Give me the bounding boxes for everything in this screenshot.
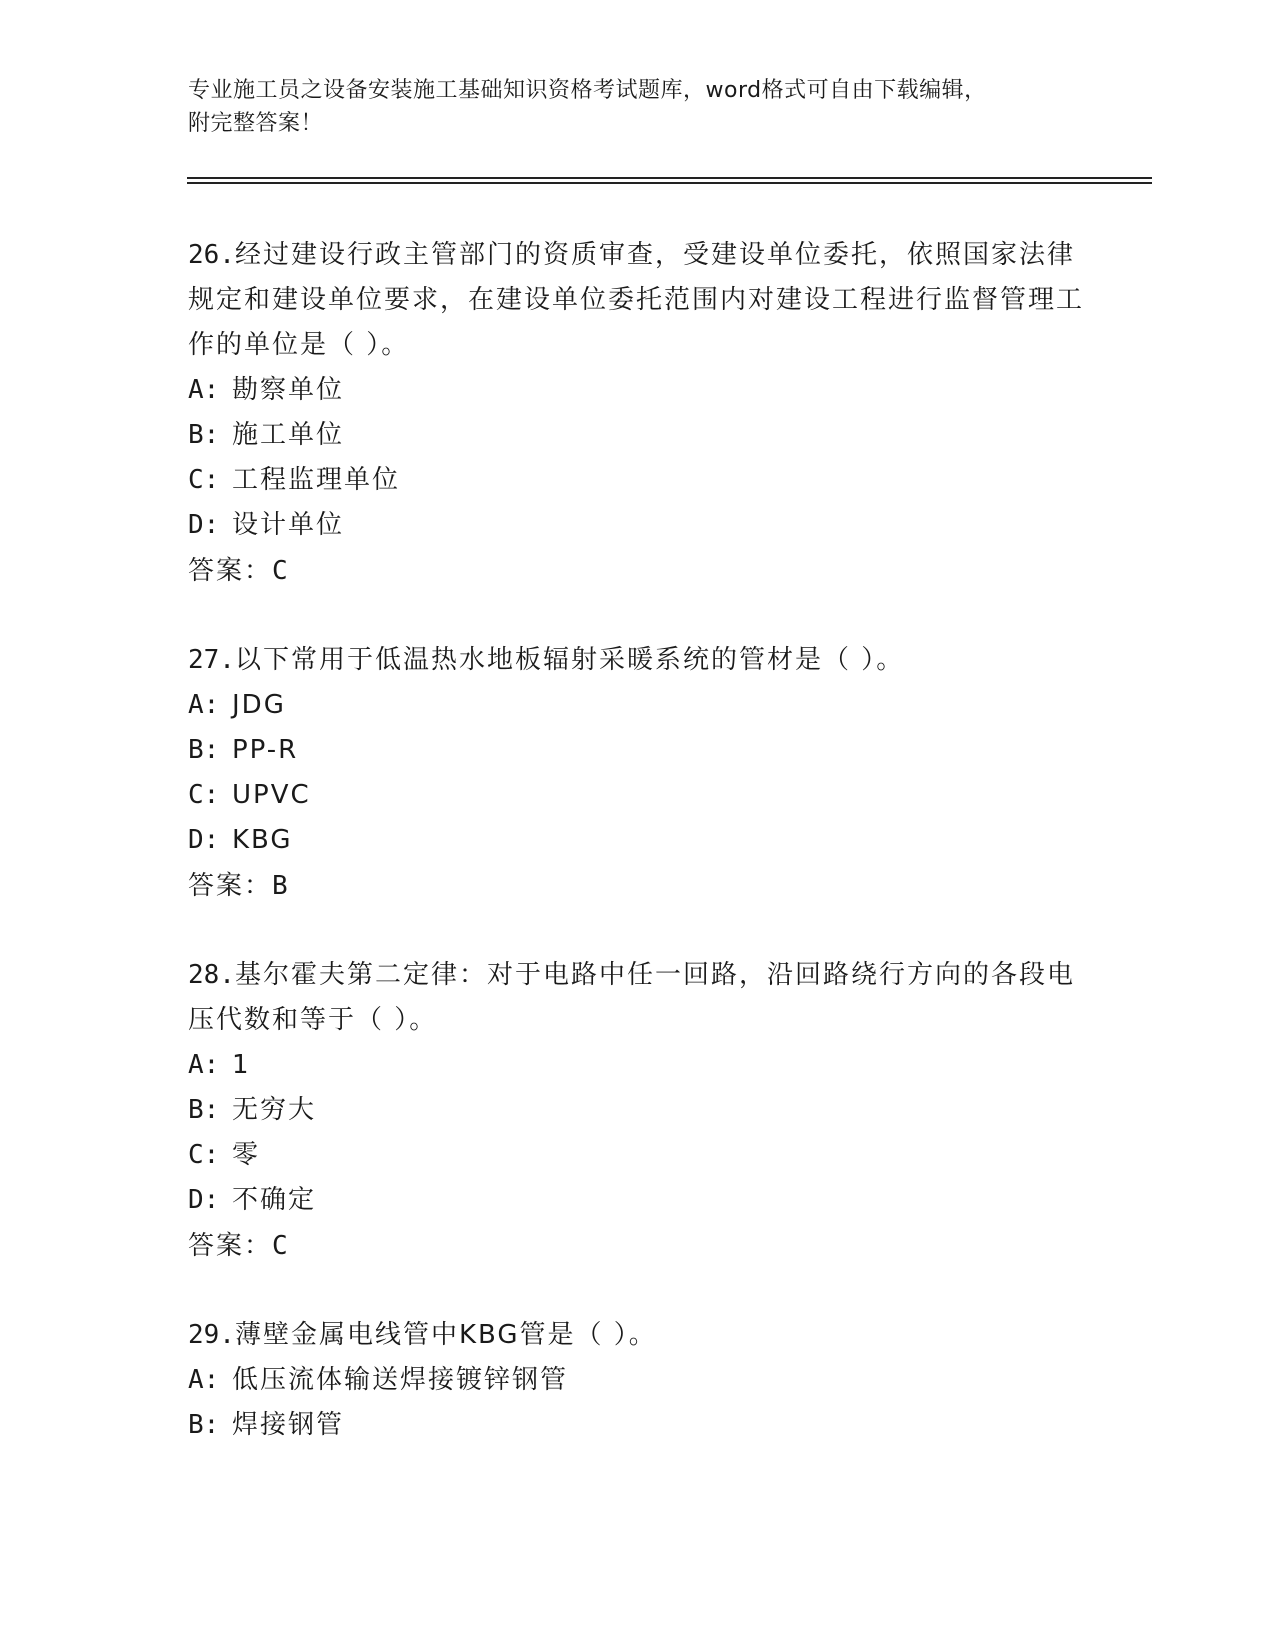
header-divider-top xyxy=(187,177,1152,179)
option-a xyxy=(188,368,1088,413)
option-text: 零 xyxy=(232,1140,261,1170)
answer-label: 答案： xyxy=(188,556,273,586)
option-text: 设计单位 xyxy=(232,510,345,540)
question-text: 以下常用于低温热水地板辐射采暖系统的管材是（ ）。 xyxy=(234,645,905,675)
answer-value: B xyxy=(272,871,288,901)
answer-label: 答案： xyxy=(188,871,273,901)
option-text: 低压流体输送焊接镀锌钢管 xyxy=(232,1365,569,1395)
option-a xyxy=(188,1358,1088,1403)
option-key: B: xyxy=(188,1095,220,1125)
answer-line xyxy=(188,863,1088,909)
answer-line xyxy=(188,1223,1088,1269)
option-key: A: xyxy=(188,1050,220,1080)
answer-value: C xyxy=(272,1231,288,1261)
option-text: PP-R xyxy=(232,735,299,765)
document-header xyxy=(188,74,1088,140)
option-c xyxy=(188,1133,1088,1178)
option-key: C: xyxy=(188,1140,220,1170)
option-c xyxy=(188,458,1088,503)
answer-line xyxy=(188,548,1088,594)
option-d xyxy=(188,818,1088,863)
option-text: 勘察单位 xyxy=(232,375,345,405)
option-key: D: xyxy=(188,510,220,540)
question-number: 26. xyxy=(188,240,235,270)
question-stem xyxy=(188,1313,1088,1358)
question-stem xyxy=(188,638,1088,683)
option-key: D: xyxy=(188,825,220,855)
question-28 xyxy=(188,953,1088,1269)
question-stem xyxy=(188,233,1088,368)
option-text: 工程监理单位 xyxy=(232,465,401,495)
header-line-2: 附完整答案！ xyxy=(188,111,324,136)
option-text: 焊接钢管 xyxy=(232,1410,345,1440)
question-number: 29. xyxy=(188,1320,235,1350)
option-key: B: xyxy=(188,735,220,765)
option-text: 施工单位 xyxy=(232,420,345,450)
option-key: C: xyxy=(188,780,220,810)
question-stem xyxy=(188,953,1088,1043)
option-b xyxy=(188,728,1088,773)
option-key: B: xyxy=(188,420,220,450)
header-line-1: 专业施工员之设备安装施工基础知识资格考试题库，word格式可自由下载编辑， xyxy=(188,78,987,103)
option-text: 1 xyxy=(232,1050,251,1080)
option-text: KBG xyxy=(232,825,293,855)
option-text: 无穷大 xyxy=(232,1095,317,1125)
option-b xyxy=(188,413,1088,458)
option-key: A: xyxy=(188,1365,220,1395)
option-key: A: xyxy=(188,690,220,720)
question-26 xyxy=(188,233,1088,594)
option-text: 不确定 xyxy=(232,1185,317,1215)
header-divider-bottom xyxy=(187,182,1152,184)
option-key: D: xyxy=(188,1185,220,1215)
question-number: 27. xyxy=(188,645,235,675)
option-b xyxy=(188,1403,1088,1448)
option-key: A: xyxy=(188,375,220,405)
question-text: 基尔霍夫第二定律：对于电路中任一回路，沿回路绕行方向的各段电压代数和等于（ ）。 xyxy=(188,960,1075,1035)
option-c xyxy=(188,773,1088,818)
question-29 xyxy=(188,1313,1088,1448)
option-text: JDG xyxy=(232,690,286,720)
option-a xyxy=(188,683,1088,728)
question-text: 薄壁金属电线管中KBG管是（ ）。 xyxy=(234,1320,657,1350)
option-d xyxy=(188,503,1088,548)
option-text: UPVC xyxy=(232,780,311,810)
option-key: B: xyxy=(188,1410,220,1440)
option-key: C: xyxy=(188,465,220,495)
question-27 xyxy=(188,638,1088,909)
option-a xyxy=(188,1043,1088,1088)
answer-label: 答案： xyxy=(188,1231,273,1261)
question-number: 28. xyxy=(188,960,235,990)
question-text: 经过建设行政主管部门的资质审查，受建设单位委托，依照国家法律规定和建设单位要求，在建设单位委托范围内对建设工程进行监督管理工作的单位是（ ）。 xyxy=(188,240,1085,360)
option-b xyxy=(188,1088,1088,1133)
option-d xyxy=(188,1178,1088,1223)
answer-value: C xyxy=(272,556,288,586)
question-list xyxy=(188,233,1088,1492)
